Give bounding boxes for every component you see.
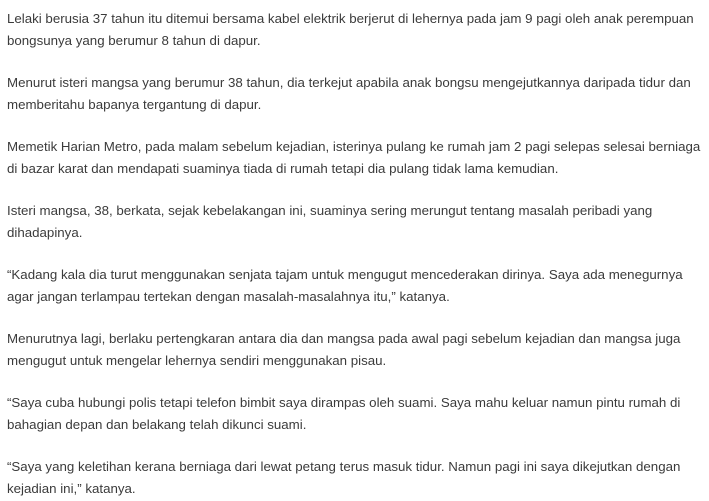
article-paragraph-8: “Saya yang keletihan kerana berniaga dari lewat petang terus masuk tidur. Namun pagi ini saya dikejutkan dengan kejadian ini,” katanya. bbox=[7, 459, 681, 496]
article-body bbox=[7, 8, 707, 500]
article-paragraph-4: Isteri mangsa, 38, berkata, sejak kebelakangan ini, suaminya sering merungut tentang masalah peribadi yang dihadapinya. bbox=[7, 203, 653, 240]
article-paragraph-3: Memetik Harian Metro, pada malam sebelum kejadian, isterinya pulang ke rumah jam 2 pagi selepas selesai berniaga di bazar karat dan mendapati suaminya tiada di rumah tetapi dia pulang tidak lama kemudian. bbox=[7, 139, 701, 176]
article-paragraph-1: Lelaki berusia 37 tahun itu ditemui bersama kabel elektrik berjerut di lehernya pada jam 9 pagi oleh anak perempuan bongsunya yang berumur 8 tahun di dapur. bbox=[7, 11, 694, 48]
article-paragraph-7: “Saya cuba hubungi polis tetapi telefon bimbit saya dirampas oleh suami. Saya mahu keluar namun pintu rumah di bahagian depan dan belakang telah dikunci suami. bbox=[7, 395, 681, 432]
article-paragraph-5: “Kadang kala dia turut menggunakan senjata tajam untuk mengugut mencederakan dirinya. Saya ada menegurnya agar jangan terlampau tertekan dengan masalah-masalahnya itu,” katanya. bbox=[7, 267, 683, 304]
article-paragraph-2: Menurut isteri mangsa yang berumur 38 tahun, dia terkejut apabila anak bongsu mengejutkannya daripada tidur dan memberitahu bapanya tergantung di dapur. bbox=[7, 75, 691, 112]
article-paragraph-6: Menurutnya lagi, berlaku pertengkaran antara dia dan mangsa pada awal pagi sebelum kejadian dan mangsa juga mengugut untuk mengelar lehernya sendiri menggunakan pisau. bbox=[7, 331, 681, 368]
